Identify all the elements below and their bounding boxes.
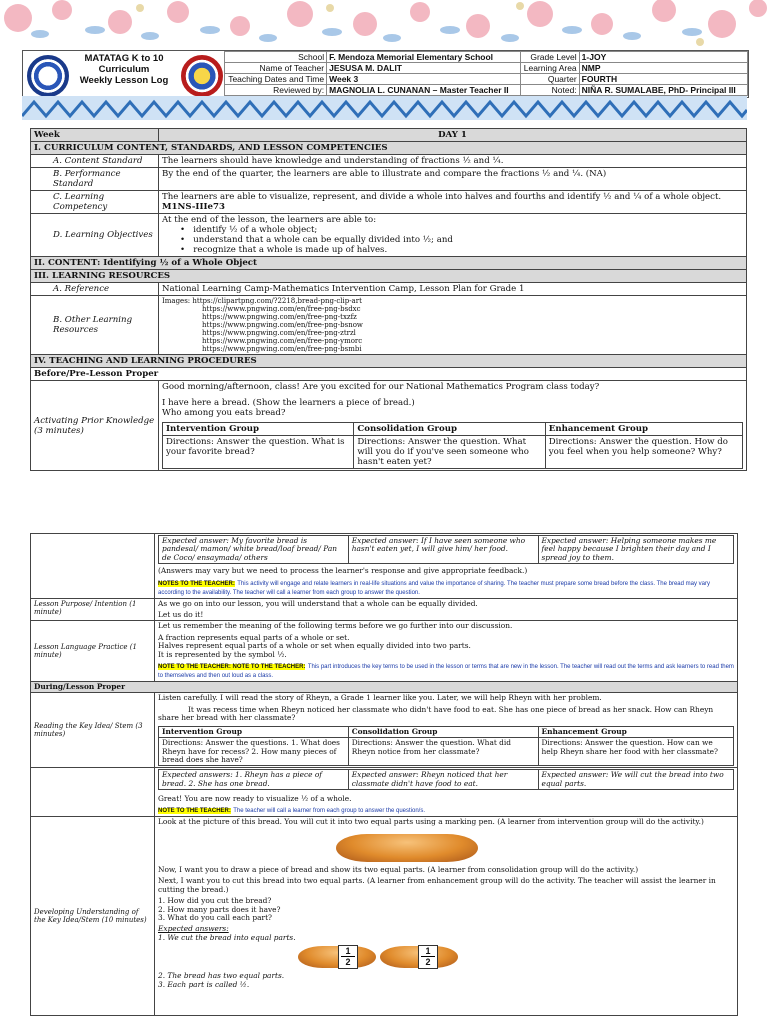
expected-answer: Expected answer: My favorite bread is pandesal/ mamon/ white bread/loaf bread/ Pan de Coco/ ensaymada/ others	[159, 536, 349, 564]
language-practice-cell	[155, 621, 738, 682]
teacher-line: Who among you eats bread?	[162, 408, 286, 418]
teacher-note	[158, 579, 734, 597]
bread-half-icon	[298, 946, 376, 968]
header-value: JESUSA M. DALIT	[327, 63, 521, 74]
header-value: NMP	[579, 63, 747, 74]
fraction-label	[338, 945, 358, 969]
section-heading: II. CONTENT: Identifying ½ of a Whole Object	[31, 257, 747, 270]
group-row	[159, 726, 734, 737]
empty-label	[31, 768, 155, 816]
lesson-log-header	[22, 50, 749, 98]
group-row	[163, 436, 743, 469]
resource-link: Images: https://clipartpng.com/?2218,bread-png-clip-art	[162, 297, 362, 305]
group-row	[159, 738, 734, 766]
teacher-note-tag: NOTE TO THE TEACHER: NOTE TO THE TEACHER:	[158, 664, 306, 671]
expected-answer: Expected answer: If I have seen someone who hasn't eaten yet, I will give him/ her food.	[348, 536, 538, 564]
row-label: Developing Understanding of the Key Idea/Stem (10 minutes)	[31, 816, 155, 1015]
reference-text: National Learning Camp-Mathematics Intervention Camp, Lesson Plan for Grade 1	[159, 283, 747, 296]
group-directions: Directions: Answer the question. What did Rheyn notice from her classmate?	[348, 738, 538, 766]
section-row	[31, 368, 747, 381]
objective-text: understand that a whole can be equally divided into ½; and	[193, 235, 453, 245]
group-table	[158, 726, 734, 767]
expected-answers-heading: Expected answers:	[158, 924, 229, 934]
teacher-note	[158, 662, 734, 680]
subsection-heading: Before/Pre-Lesson Proper	[31, 368, 747, 381]
header-title-line2: Weekly Lesson Log	[79, 75, 169, 86]
row-label: B. Other Learning Resources	[31, 296, 159, 355]
row-label: Lesson Purpose/ Intention (1 minute)	[31, 598, 155, 621]
other-resources-cell	[159, 296, 747, 355]
header-row	[225, 52, 748, 63]
objective-text: recognize that a whole is made up of halves.	[193, 245, 388, 255]
lesson-table-page1	[30, 128, 747, 471]
teacher-note-text: This activity will engage and relate learners in real-life situations and value the importance of sharing. The teacher must prepare some bread before the class. The bread may vary according to the availability. The teacher will call a learner from each group to answer the question.	[158, 580, 710, 596]
learning-competency-cell	[159, 191, 747, 214]
table-row	[31, 296, 747, 355]
expected-answer: 3. Each part is called ½.	[158, 979, 250, 989]
teacher-line: Next, I want you to cut this bread into two equal parts. (A learner from enhancement group will do the activity. The teacher will assist the learner in cutting the bread.)	[158, 876, 716, 894]
subsection-heading: During/Lesson Proper	[31, 682, 738, 693]
table-row	[31, 621, 738, 682]
table-row	[31, 693, 738, 768]
teacher-line: Great! You are now ready to visualize ½ of a whole.	[158, 794, 352, 804]
teacher-note	[158, 806, 734, 815]
group-row	[159, 770, 734, 790]
term-definition: It is represented by the symbol ½.	[158, 649, 287, 659]
resource-link: https://www.pngwing.com/en/free-png-ztrzl	[202, 329, 356, 337]
objectives-intro: At the end of the lesson, the learners are able to:	[162, 215, 377, 225]
header-label: Learning Area	[521, 63, 580, 74]
learning-competency-text: The learners are able to visualize, represent, and divide a whole into halves and fourths and identify ½ and ¼ of a whole object.	[162, 192, 722, 202]
teacher-line: I have here a bread. (Show the learners a piece of bread.)	[162, 398, 415, 408]
header-title-line1: MATATAG K to 10 Curriculum	[84, 53, 164, 75]
lesson-purpose-cell	[155, 598, 738, 621]
expected-answers-table	[158, 769, 734, 790]
group-directions: Directions: Answer the question. How can we help Rheyn share her food with her classmate?	[538, 738, 734, 766]
group-directions: Directions: Answer the question. What will you do if you've seen someone who hasn't eaten yet?	[354, 436, 545, 469]
section-row	[31, 142, 747, 155]
row-label: C. Learning Competency	[31, 191, 159, 214]
row-label: Lesson Language Practice (1 minute)	[31, 621, 155, 682]
header-label: Name of Teacher	[225, 63, 327, 74]
bread-image-halves	[158, 942, 734, 972]
floral-banner	[0, 0, 768, 50]
fraction-label	[418, 945, 438, 969]
teacher-note-tag: NOTE TO THE TEACHER:	[158, 807, 231, 814]
fraction-numerator: 1	[425, 946, 431, 957]
header-row	[225, 74, 748, 85]
answers-vary-note: (Answers may vary but we need to process the learner's response and give appropriate feedback.)	[158, 566, 528, 576]
group-row	[163, 423, 743, 436]
table-row	[31, 214, 747, 257]
table-row	[31, 768, 738, 816]
header-label: Quarter	[521, 74, 580, 85]
group-name: Consolidation Group	[348, 726, 538, 737]
teacher-note-text: The teacher will call a learner from each group to answer the question/s.	[233, 807, 426, 814]
resource-link: https://www.pngwing.com/en/free-png-ymorc	[202, 337, 363, 345]
section-heading: I. CURRICULUM CONTENT, STANDARDS, AND LESSON COMPETENCIES	[31, 142, 747, 155]
objective-text: identify ½ of a whole object;	[193, 225, 318, 235]
table-row	[31, 155, 747, 168]
table-header-row	[31, 129, 747, 142]
section-row	[31, 355, 747, 368]
objective-item: • recognize that a whole is made up of halves.	[180, 245, 388, 255]
header-value: NIÑA R. SUMALABE, PhD- Principal III	[579, 85, 747, 96]
expected-answer: Expected answer: Helping someone makes me feel happy because I brighten their day and I spread joy to them.	[538, 536, 734, 564]
group-name: Enhancement Group	[545, 423, 742, 436]
teacher-line: Listen carefully. I will read the story of Rheyn, a Grade 1 learner like you. Later, we will help Rheyn with her problem.	[158, 693, 602, 703]
story-text: It was recess time when Rheyn noticed her classmate who didn't have food to eat. She has one piece of bread as her snack. How can Rheyn share her bread with her classmate?	[158, 704, 714, 723]
teacher-line: As we go on into our lesson, you will understand that a whole can be equally divided.	[158, 598, 478, 608]
section-row	[31, 682, 738, 693]
expected-answers-cell	[155, 534, 738, 599]
expected-answer: 1. We cut the bread into equal parts.	[158, 932, 296, 942]
header-value: Week 3	[327, 74, 521, 85]
table-row	[31, 598, 738, 621]
question-item: 1. How did you cut the bread?	[158, 896, 272, 906]
header-label: Teaching Dates and Time	[225, 74, 327, 85]
expected-answers-cell	[155, 768, 738, 816]
bread-icon	[336, 834, 478, 862]
group-table	[162, 422, 743, 469]
header-row	[225, 63, 748, 74]
row-label: Reading the Key Idea/ Stem (3 minutes)	[31, 693, 155, 768]
header-label: Noted:	[521, 85, 580, 96]
header-label: Reviewed by:	[225, 85, 327, 96]
fraction-denominator: 2	[345, 957, 351, 968]
resource-link: https://www.pngwing.com/en/free-png-txzfz	[202, 313, 357, 321]
header-title	[67, 53, 181, 86]
group-name: Consolidation Group	[354, 423, 545, 436]
teacher-note-text: This part introduces the key terms to be used in the lesson or terms that are new in the lesson. The teacher will read out the terms and ask learners to read them to themselves and then out loud as a class.	[158, 664, 734, 680]
section-row	[31, 270, 747, 283]
performance-standard-text: By the end of the quarter, the learners are able to illustrate and compare the fractions ½ and ¼. (NA)	[159, 168, 747, 191]
fraction-denominator: 2	[425, 957, 431, 968]
zigzag-border	[22, 96, 747, 120]
table-row	[31, 816, 738, 1015]
teacher-line: Let us remember the meaning of the following terms before we go further into our discussion.	[158, 621, 513, 631]
reading-key-idea-cell	[155, 693, 738, 768]
table-row	[31, 283, 747, 296]
header-value: 1-JOY	[579, 52, 747, 63]
day-header: DAY 1	[159, 129, 747, 142]
group-name: Enhancement Group	[538, 726, 734, 737]
question-item: 3. What do you call each part?	[158, 912, 272, 922]
week-header: Week	[31, 129, 159, 142]
objective-item: • identify ½ of a whole object;	[180, 225, 318, 235]
header-info-grid	[224, 51, 748, 96]
table-row	[31, 168, 747, 191]
group-directions: Directions: Answer the question. What is your favorite bread?	[163, 436, 354, 469]
group-directions: Directions: Answer the question. How do you feel when you help someone? Why?	[545, 436, 742, 469]
group-name: Intervention Group	[159, 726, 349, 737]
empty-label	[31, 534, 155, 599]
school-seal-icon	[181, 55, 223, 97]
row-label: D. Learning Objectives	[31, 214, 159, 257]
section-heading: III. LEARNING RESOURCES	[31, 270, 747, 283]
teacher-note-tag: NOTES TO THE TEACHER:	[158, 580, 235, 587]
resource-link: https://www.pngwing.com/en/free-png-bsnow	[202, 321, 363, 329]
row-label: B. Performance Standard	[31, 168, 159, 191]
group-directions: Directions: Answer the questions. 1. What does Rheyn have for recess? 2. How many pieces of bread does she have?	[159, 738, 349, 766]
teacher-line: Look at the picture of this bread. You will cut it into two equal parts using a marking pen. (A learner from intervention group will do the activity.)	[158, 816, 704, 826]
resource-link: https://www.pngwing.com/en/free-png-bsdxc	[202, 305, 361, 313]
header-value: F. Mendoza Memorial Elementary School	[327, 52, 521, 63]
group-name: Intervention Group	[163, 423, 354, 436]
bread-image-whole	[158, 826, 734, 866]
lesson-table-page2	[30, 533, 738, 1016]
expected-answer: 2. The bread has two equal parts.	[158, 971, 285, 981]
learning-objectives-cell	[159, 214, 747, 257]
header-label: School	[225, 52, 327, 63]
section-heading: IV. TEACHING AND LEARNING PROCEDURES	[31, 355, 747, 368]
resource-link: https://www.pngwing.com/en/free-png-bsmbi	[202, 345, 362, 353]
expected-answer: Expected answers: 1. Rheyn has a piece of bread. 2. She has one bread.	[159, 770, 349, 790]
header-value: FOURTH	[579, 74, 747, 85]
term-definition: A fraction represents equal parts of a whole or set.	[158, 632, 350, 642]
table-row	[31, 191, 747, 214]
term-definition: Halves represent equal parts of a whole or set when equally divided into two parts.	[158, 641, 471, 651]
table-row	[31, 381, 747, 471]
row-label: Activating Prior Knowledge (3 minutes)	[31, 381, 159, 471]
group-row	[159, 536, 734, 564]
section-row	[31, 257, 747, 270]
expected-answer: Expected answer: We will cut the bread into two equal parts.	[538, 770, 734, 790]
teacher-line: Let us do it!	[158, 610, 204, 620]
teacher-line: Good morning/afternoon, class! Are you excited for our National Mathematics Program class today?	[162, 382, 600, 392]
developing-understanding-cell	[155, 816, 738, 1015]
competency-code: M1NS-IIIe73	[162, 202, 225, 212]
teacher-line: Now, I want you to draw a piece of bread and show its two equal parts. (A learner from consolidation group will do the activity.)	[158, 864, 639, 874]
deped-seal-icon	[27, 55, 69, 97]
expected-answer: Expected answer: Rheyn noticed that her classmate didn't have food to eat.	[348, 770, 538, 790]
fraction-numerator: 1	[345, 946, 351, 957]
header-label: Grade Level	[521, 52, 580, 63]
row-label: A. Content Standard	[31, 155, 159, 168]
header-value: MAGNOLIA L. CUNANAN – Master Teacher II	[327, 85, 521, 96]
objective-item: • understand that a whole can be equally divided into ½; and	[180, 235, 453, 245]
table-row	[31, 534, 738, 599]
question-item: 2. How many parts does it have?	[158, 904, 281, 914]
expected-answers-table	[158, 535, 734, 564]
header-row	[225, 85, 748, 96]
activating-prior-knowledge-cell	[159, 381, 747, 471]
row-label: A. Reference	[31, 283, 159, 296]
content-standard-text: The learners should have knowledge and understanding of fractions ½ and ¼.	[159, 155, 747, 168]
